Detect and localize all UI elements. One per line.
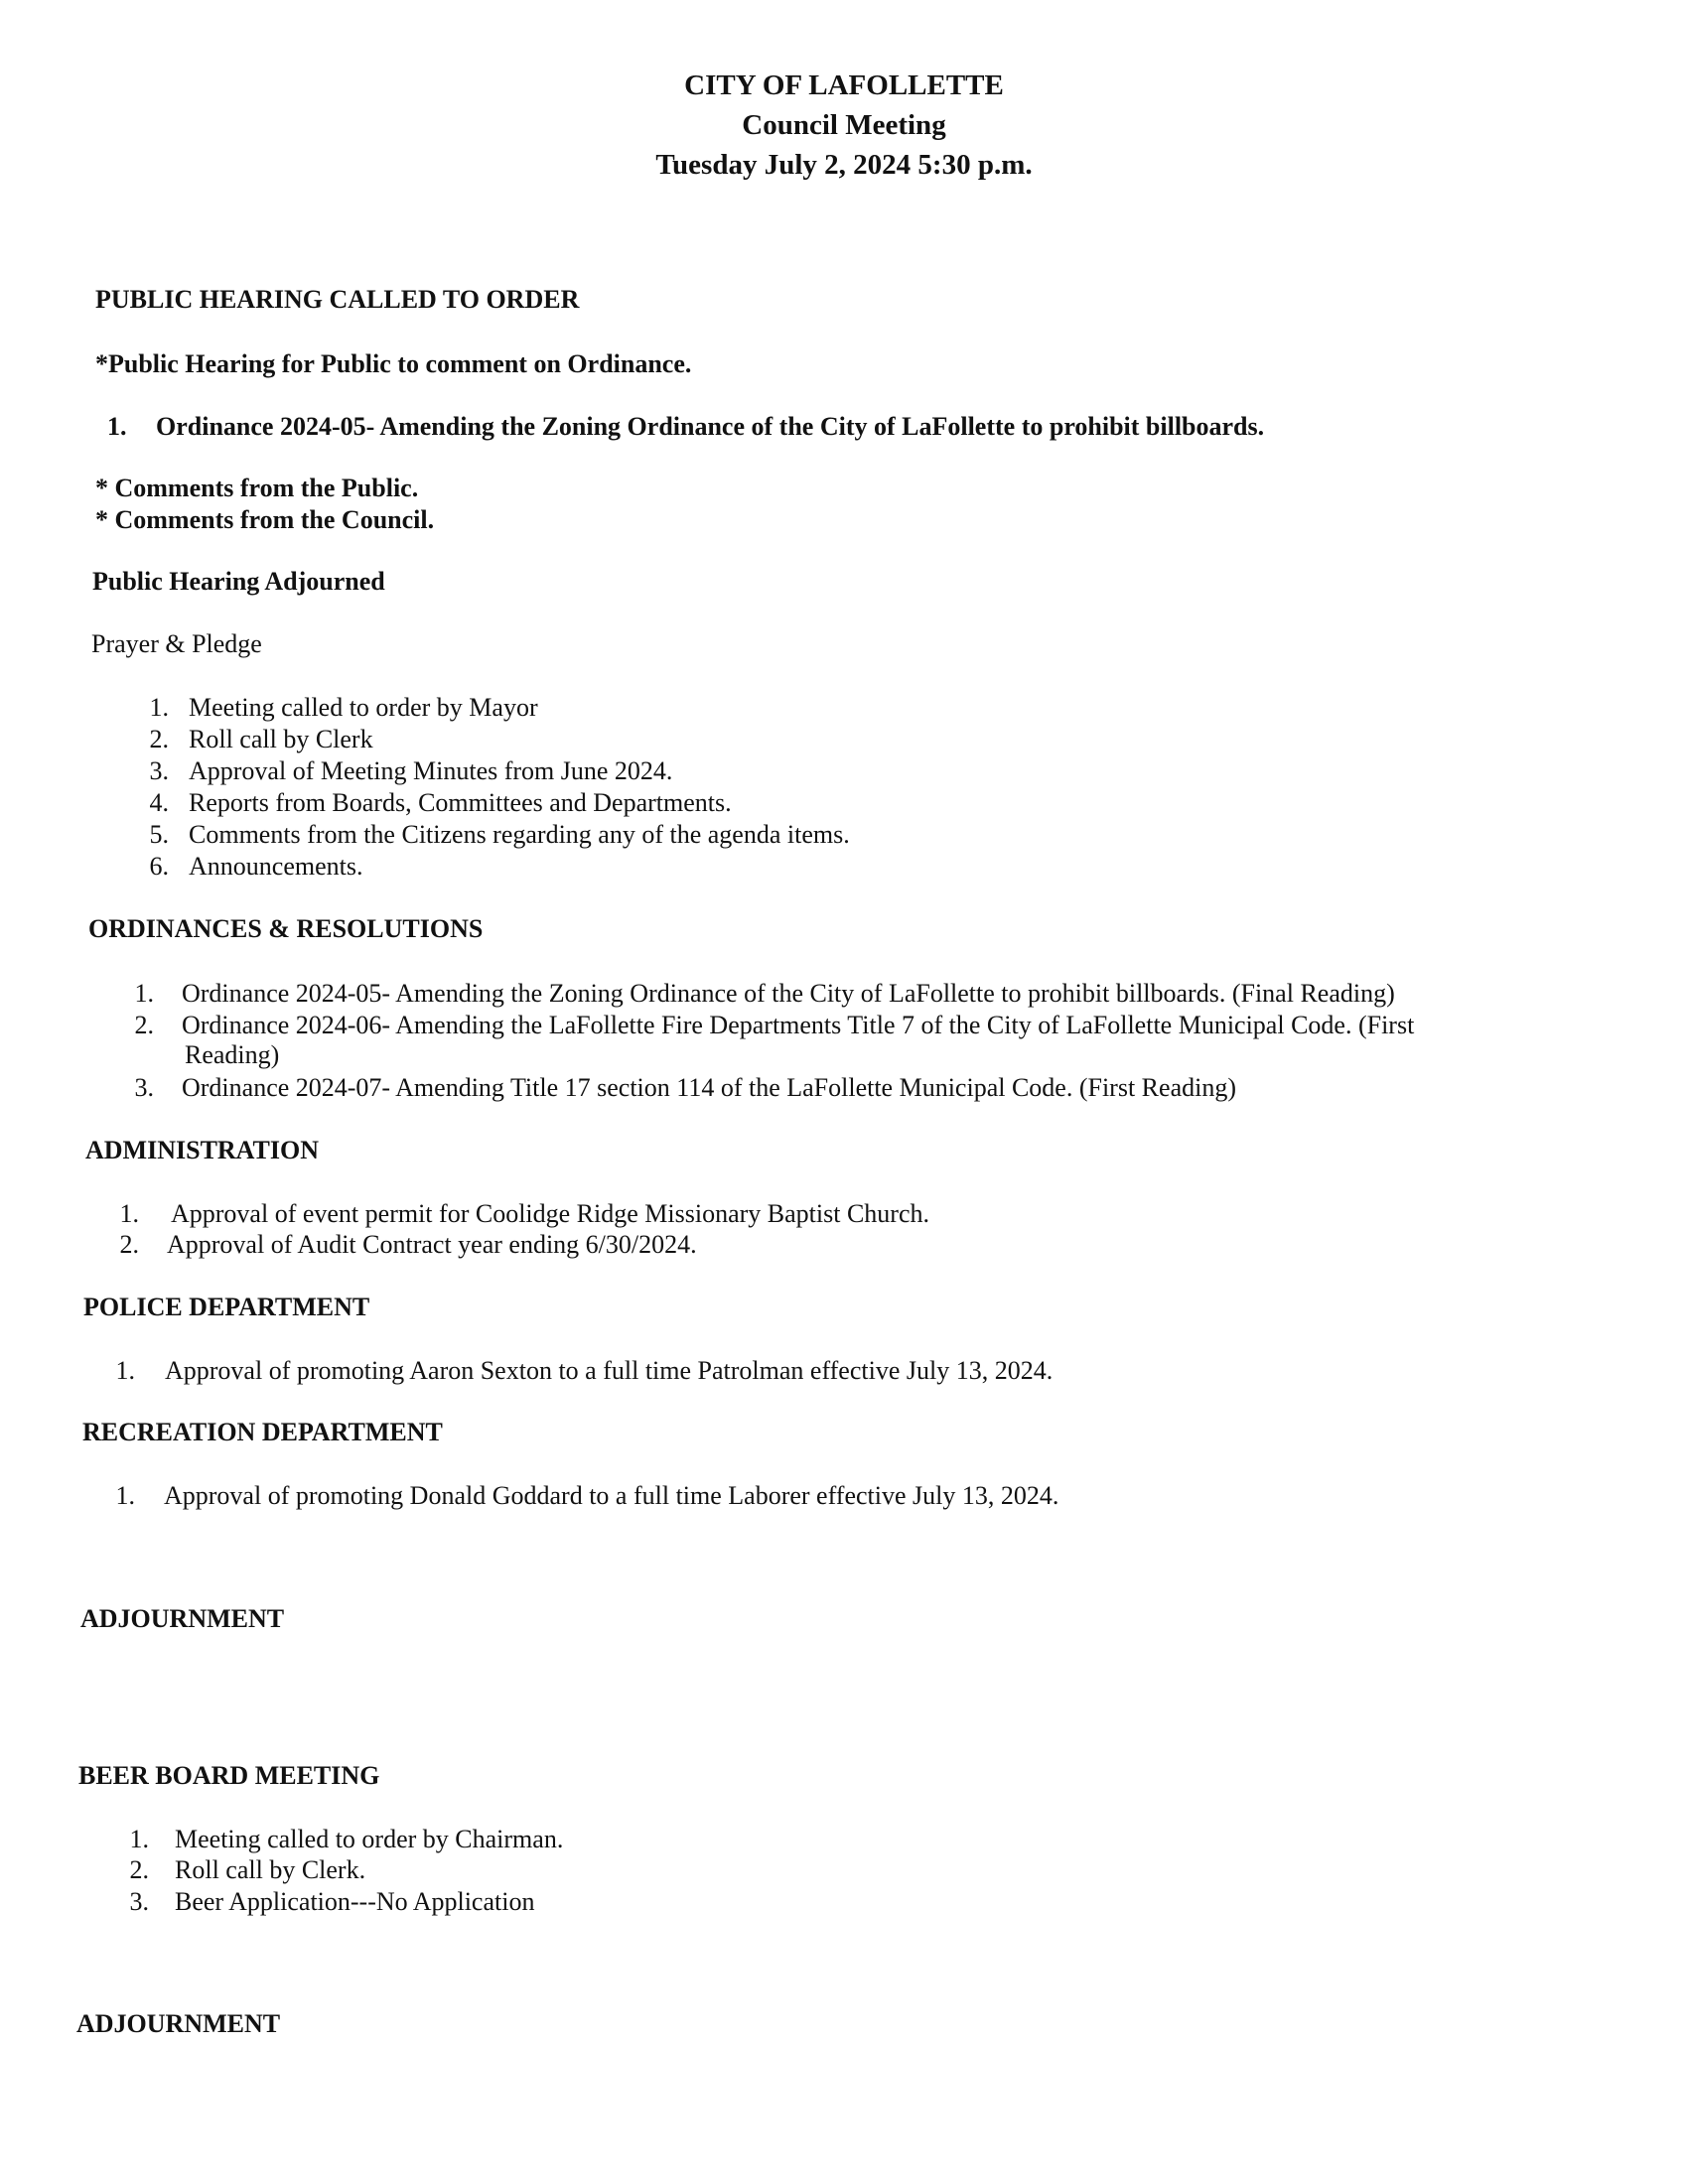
list-item-num: 1. [149,693,169,722]
list-item-num: 3. [129,1887,149,1916]
list-item-num: 3. [149,756,169,785]
list-item: Meeting called to order by Mayor [189,693,538,722]
list-item-num: 1. [115,1356,135,1385]
list-item: Roll call by Clerk [189,725,373,753]
list-item-num: 1. [134,979,154,1008]
list-item-num: 1. [115,1481,135,1510]
list-item: Approval of promoting Aaron Sexton to a full time Patrolman effective July 13, 2024. [165,1356,1054,1385]
list-item-num: 1. [119,1199,139,1228]
page-title [0,66,1688,185]
list-item: Ordinance 2024-07- Amending Title 17 section 114 of the LaFollette Municipal Code. (First Reading) [182,1073,1236,1102]
comments-public: * Comments from the Public. [95,474,419,502]
list-item-num: 6. [149,852,169,881]
public-hearing-heading: PUBLIC HEARING CALLED TO ORDER [95,285,580,314]
list-item-num: 2. [149,725,169,753]
list-item: Approval of promoting Donald Goddard to a full time Laborer effective July 13, 2024. [164,1481,1059,1510]
beer-board-heading: BEER BOARD MEETING [78,1761,380,1790]
list-item-continuation: Reading) [185,1040,280,1069]
list-item: Comments from the Citizens regarding any of the agenda items. [189,820,850,849]
list-item-num: 2. [134,1011,154,1039]
adjournment-heading: ADJOURNMENT [80,1604,285,1633]
list-item: Approval of Audit Contract year ending 6/30/2024. [167,1230,697,1259]
prayer-pledge: Prayer & Pledge [91,629,262,658]
final-adjournment-heading: ADJOURNMENT [76,2009,281,2038]
city-name: CITY OF LAFOLLETTE [684,69,1004,101]
police-heading: POLICE DEPARTMENT [83,1293,370,1321]
meeting-date: Tuesday July 2, 2024 5:30 p.m. [655,149,1033,181]
list-item-num: 3. [134,1073,154,1102]
list-item: Approval of Meeting Minutes from June 2024. [189,756,673,785]
list-item: Meeting called to order by Chairman. [175,1825,564,1853]
list-item: Ordinance 2024-05- Amending the Zoning Ordinance of the City of LaFollette to prohibit billboards. (Final Reading) [182,979,1395,1008]
public-hearing-adjourned: Public Hearing Adjourned [92,567,385,596]
public-hearing-item-text: Ordinance 2024-05- Amending the Zoning Ordinance of the City of LaFollette to prohibit billboards. [156,412,1265,441]
public-hearing-note: *Public Hearing for Public to comment on Ordinance. [95,349,692,378]
list-item-num: 2. [129,1855,149,1884]
meeting-type: Council Meeting [742,109,946,141]
list-item: Ordinance 2024-06- Amending the LaFollette Fire Departments Title 7 of the City of LaFollette Municipal Code. (First [182,1011,1415,1039]
list-item-num: 2. [119,1230,139,1259]
list-item: Roll call by Clerk. [175,1855,366,1884]
list-item-num: 4. [149,788,169,817]
list-item: Beer Application---No Application [175,1887,535,1916]
recreation-heading: RECREATION DEPARTMENT [82,1418,443,1446]
list-item-num: 1. [129,1825,149,1853]
ordinances-heading: ORDINANCES & RESOLUTIONS [88,914,484,943]
list-item: Announcements. [189,852,363,881]
list-item: Approval of event permit for Coolidge Ridge Missionary Baptist Church. [171,1199,929,1228]
comments-council: * Comments from the Council. [95,505,435,534]
public-hearing-item-num: 1. [107,412,127,441]
list-item: Reports from Boards, Committees and Departments. [189,788,732,817]
administration-heading: ADMINISTRATION [85,1136,319,1164]
list-item-num: 5. [149,820,169,849]
